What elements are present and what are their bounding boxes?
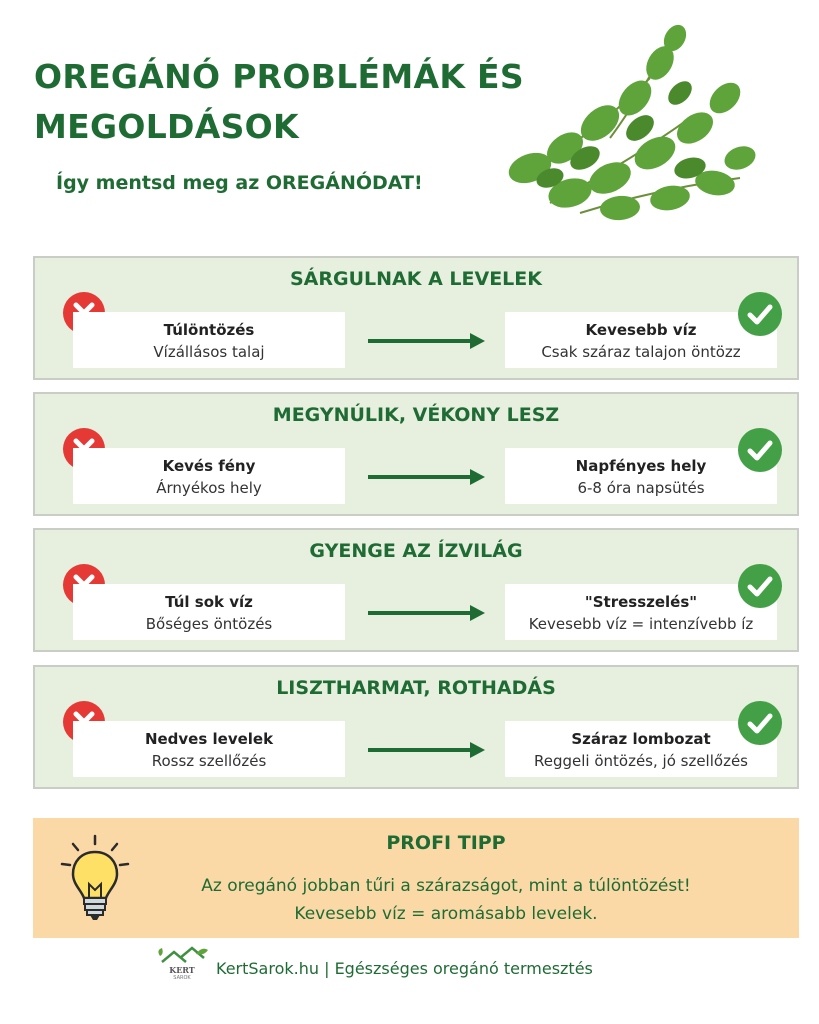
cause-box bbox=[73, 584, 345, 640]
cause-detail: Árnyékos hely bbox=[156, 479, 262, 497]
arrow-right-icon bbox=[368, 468, 486, 486]
arrow-right-icon bbox=[368, 332, 486, 350]
logo-subtext: SAROK bbox=[173, 975, 191, 981]
arrow-right-icon bbox=[368, 741, 486, 759]
check-icon bbox=[738, 701, 782, 745]
cause-label: Túl sok víz bbox=[165, 593, 253, 611]
arrow-right-icon bbox=[368, 604, 486, 622]
problem-card-4 bbox=[33, 665, 799, 789]
cause-box bbox=[73, 312, 345, 368]
check-icon bbox=[738, 428, 782, 472]
page-title bbox=[34, 52, 534, 152]
card-title: MEGYNÚLIK, VÉKONY LESZ bbox=[272, 404, 560, 426]
card-title: LISZTHARMAT, ROTHADÁS bbox=[276, 677, 556, 699]
fix-label: "Stresszelés" bbox=[584, 593, 698, 611]
cause-detail: Rossz szellőzés bbox=[151, 752, 267, 770]
cause-box bbox=[73, 448, 345, 504]
fix-box bbox=[505, 721, 777, 777]
tip-line-1: Az oregánó jobban tűri a szárazságot, mint a túlöntözést! bbox=[201, 876, 691, 896]
cause-label: Nedves levelek bbox=[144, 730, 274, 748]
pro-tip-box bbox=[33, 818, 799, 938]
fix-label: Napfényes hely bbox=[575, 457, 707, 475]
logo-text: KERT bbox=[169, 965, 195, 975]
check-icon bbox=[738, 564, 782, 608]
cause-detail: Vízállásos talaj bbox=[153, 343, 265, 361]
fix-label: Száraz lombozat bbox=[571, 730, 711, 748]
oregano-plant-image bbox=[490, 18, 760, 228]
cause-label: Kevés fény bbox=[162, 457, 256, 475]
problem-card-3 bbox=[33, 528, 799, 652]
fix-box bbox=[505, 584, 777, 640]
cause-detail: Bőséges öntözés bbox=[145, 615, 273, 633]
fix-box bbox=[505, 448, 777, 504]
tip-line-2: Kevesebb víz = aromásabb levelek. bbox=[294, 904, 598, 924]
title-line-2: MEGOLDÁSOK bbox=[34, 107, 299, 146]
card-title: GYENGE AZ ÍZVILÁG bbox=[309, 540, 523, 562]
fix-label: Kevesebb víz bbox=[585, 321, 697, 339]
problem-card-1 bbox=[33, 256, 799, 380]
footer-text: KertSarok.hu | Egészséges oregánó termesztés bbox=[216, 959, 593, 978]
fix-detail: 6-8 óra napsütés bbox=[577, 479, 705, 497]
check-icon bbox=[738, 292, 782, 336]
fix-box bbox=[505, 312, 777, 368]
footer bbox=[0, 946, 819, 994]
subtitle: Így mentsd meg az OREGÁNÓDAT! bbox=[56, 172, 423, 194]
fix-detail: Kevesebb víz = intenzívebb íz bbox=[528, 615, 754, 633]
title-line-1: OREGÁNÓ PROBLÉMÁK ÉS bbox=[34, 57, 524, 96]
card-title: SÁRGULNAK A LEVELEK bbox=[290, 268, 542, 290]
cause-label: Túlöntözés bbox=[163, 321, 255, 339]
problem-card-2 bbox=[33, 392, 799, 516]
tip-title: PROFI TIPP bbox=[386, 832, 506, 854]
fix-detail: Csak száraz talajon öntözz bbox=[541, 343, 741, 361]
cause-box bbox=[73, 721, 345, 777]
fix-detail: Reggeli öntözés, jó szellőzés bbox=[533, 752, 748, 770]
